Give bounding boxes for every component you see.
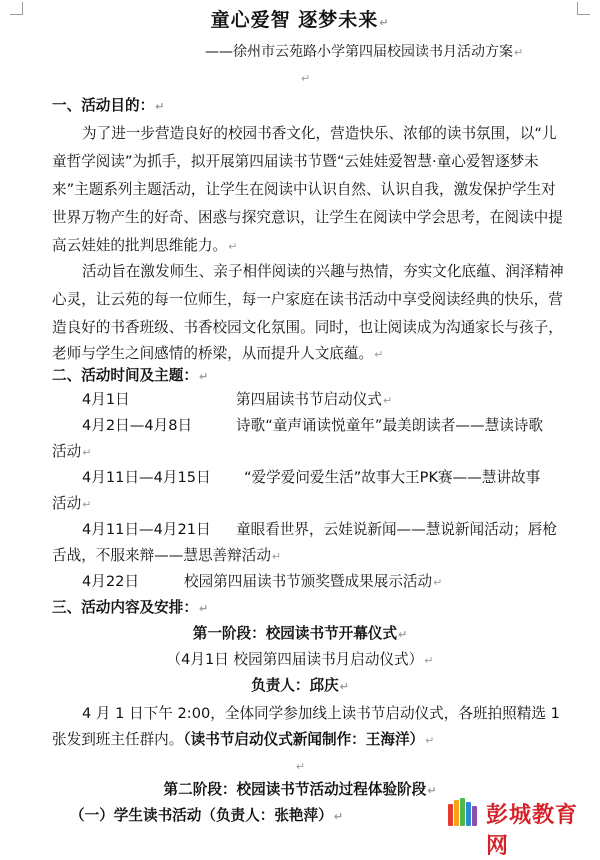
watermark-text: 彭城教育网 bbox=[486, 803, 579, 859]
paragraph-line: 造良好的书香班级、书香校园文化氛围。同时，也让阅读成为沟通家长与孩子， bbox=[52, 319, 563, 336]
paragraph-line: 为了进一步营造良好的校园书香文化，营造快乐、浓郁的读书氛围，以“儿 bbox=[82, 125, 557, 142]
stage2-item-student-reading: （一）学生读书活动（负责人：张艳萍）↵ bbox=[70, 807, 343, 824]
watermark-logo bbox=[440, 792, 600, 859]
section-heading-purpose: 一、活动目的：↵ bbox=[52, 97, 165, 114]
schedule-event-cont: 舌战，不服来辩——慧思善辩活动↵ bbox=[52, 547, 282, 564]
stage1-owner: 负责人：邱庆↵ bbox=[251, 677, 349, 694]
paragraph-line: 心灵，让云苑的每一位师生，每一户家庭在读书活动中享受阅读经典的快乐，营 bbox=[52, 291, 563, 308]
paragraph-line: 张发到班主任群内。（读书节启动仪式新闻制作：王海洋）↵ bbox=[52, 731, 435, 748]
stage2-heading: 第二阶段：校园读书节活动过程体验阶段↵ bbox=[163, 781, 437, 798]
schedule-date: 4月11日—4月21日 bbox=[82, 521, 211, 538]
schedule-date: 4月1日 bbox=[82, 391, 130, 408]
paragraph-line: 老师与学生之间感情的桥梁，从而提升人文底蕴。↵ bbox=[52, 345, 384, 362]
paragraph-line: 世界万物产生的好奇、困惑与探究意识，让学生在阅读中学会思考，在阅读中提 bbox=[52, 209, 563, 226]
schedule-event: 童眼看世界，云娃说新闻——慧说新闻活动；唇枪 bbox=[236, 521, 558, 538]
paragraph-line: 活动旨在激发师生、亲子相伴阅读的兴趣与热情，夯实文化底蕴、润泽精神 bbox=[82, 263, 564, 280]
schedule-event: “爱学爱问爱生活”故事大王PK赛——慧讲故事 bbox=[244, 469, 541, 486]
paragraph-line: 童哲学阅读”为抓手，拟开展第四届读书节暨“云娃娃爱智慧·童心爱智逐梦未 bbox=[52, 153, 539, 170]
schedule-event: 第四届读书节启动仪式↵ bbox=[236, 391, 393, 408]
schedule-date: 4月11日—4月15日 bbox=[82, 469, 211, 486]
schedule-event-cont: 活动↵ bbox=[52, 443, 92, 460]
section-heading-schedule: 二、活动时间及主题：↵ bbox=[52, 367, 209, 384]
book-icon bbox=[446, 796, 480, 830]
section-heading-content: 三、活动内容及安排：↵ bbox=[52, 599, 209, 616]
paragraph-line: 来”主题系列主题活动，让学生在阅读中认识自然、认识自我，激发保护学生对 bbox=[52, 181, 556, 198]
empty-paragraph: ↵ bbox=[301, 72, 311, 85]
paragraph-line: 高云娃娃的批判思维能力。↵ bbox=[52, 237, 238, 254]
paragraph-line: 4 月 1 日下午 2:00，全体同学参加线上读书节启动仪式，各班拍照精选 1 bbox=[82, 705, 560, 722]
schedule-event: 诗歌“童声诵读悦童年”最美朗读者——慧读诗歌 bbox=[236, 417, 543, 434]
stage1-heading: 第一阶段：校园读书节开幕仪式↵ bbox=[192, 625, 408, 642]
stage1-subheading: （4月1日 校园第四届读书月启动仪式）↵ bbox=[166, 651, 434, 668]
document-subtitle: ——徐州市云苑路小学第四届校园读书月活动方案↵ bbox=[205, 44, 524, 60]
empty-paragraph: ↵ bbox=[295, 760, 306, 773]
schedule-date: 4月2日—4月8日 bbox=[82, 417, 193, 434]
document-title: 童心爱智 逐梦未来↵ bbox=[210, 9, 390, 31]
schedule-event-cont: 活动↵ bbox=[52, 495, 92, 512]
schedule-event: 校园第四届读书节颁奖暨成果展示活动↵ bbox=[184, 573, 443, 590]
schedule-date: 4月22日 bbox=[82, 573, 140, 590]
